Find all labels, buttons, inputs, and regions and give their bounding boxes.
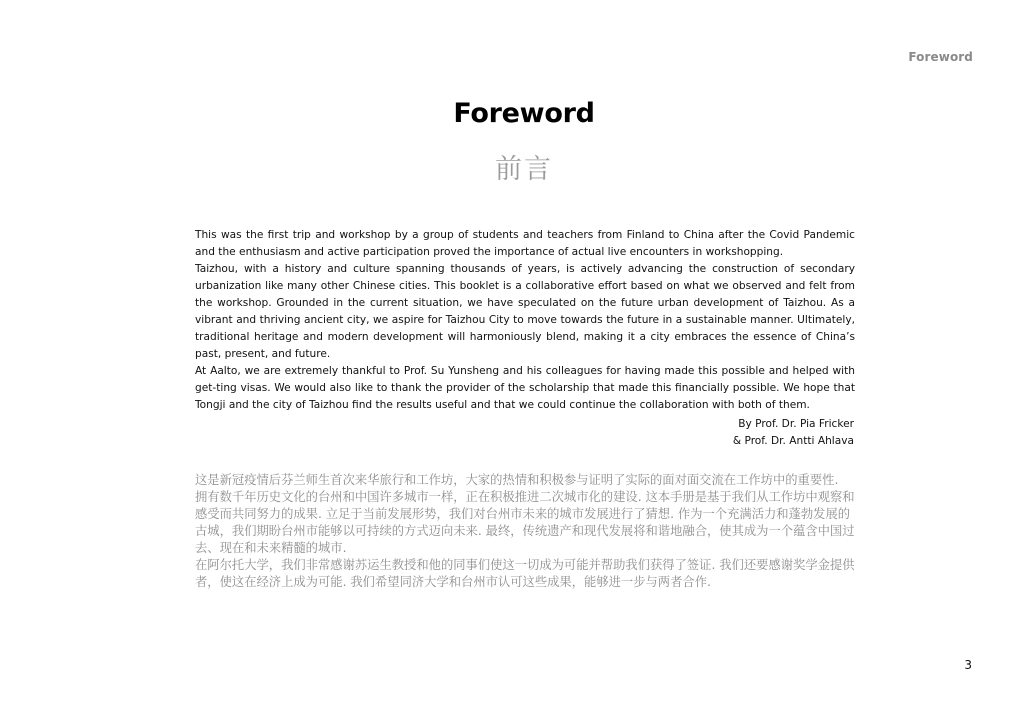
signature-block [733,416,854,450]
chinese-body [195,472,855,591]
english-paragraph-2: Taizhou, with a history and culture spanning thousands of years, is actively advancing the construction of secondary urbanization like many other Chinese cities. This booklet is a collaborative effort based on what we observed and felt from the workshop. Grounded in the current situation, we have speculated on the future urban development of Taizhou. As a vibrant and thriving ancient city, we aspire for Taizhou City to move towards the future in a sustainable manner. Ultimately, traditional heritage and modern development will harmoniously blend, making it a city embraces the essence of China’s past, present, and future. [195,263,855,360]
page-number: 3 [964,658,972,672]
running-header: Foreword [908,50,973,64]
page-subtitle-chinese: 前言 [495,154,553,185]
chinese-paragraph-1: 这是新冠疫情后芬兰师生首次来华旅行和工作坊，大家的热情和积极参与证明了实际的面对面交流在工作坊中的重要性. [195,473,839,487]
chinese-paragraph-2: 拥有数千年历史文化的台州和中国许多城市一样，正在积极推进二次城市化的建设. 这本手册是基于我们从工作坊中观察和感受而共同努力的成果. 立足于当前发展形势，我们对台州市未来的城市发展进行了猜想. 作为一个充满活力和蓬勃发展的古城，我们期盼台州市能够以可持续的方式迈向未来. 最终，传统遗产和现代发展将和谐地融合，使其成为一个蕴含中国过去、现在和未来精髓的城市. [195,490,855,555]
chinese-paragraph-3: 在阿尔托大学，我们非常感谢苏运生教授和他的同事们使这一切成为可能并帮助我们获得了签证. 我们还要感谢奖学金提供者，使这在经济上成为可能. 我们希望同济大学和台州市认可这些成果，能够进一步与两者合作. [195,558,855,589]
english-paragraph-3: At Aalto, we are extremely thankful to Prof. Su Yunsheng and his colleagues for having made this possible and helped with get-ting visas. We would also like to thank the provider of the scholarship that made this financially possible. We hope that Tongji and the city of Taizhou find the results useful and that we could continue the collaboration with both of them. [195,365,855,411]
english-paragraph-1: This was the first trip and workshop by a group of students and teachers from Finland to China after the Covid Pandemic and the enthusiasm and active participation proved the importance of actual live encounters in workshopping. [195,229,855,258]
english-body [195,227,855,414]
signature-line-2: & Prof. Dr. Antti Ahlava [732,435,854,447]
signature-line-1: By Prof. Dr. Pia Fricker [738,418,854,430]
page-title: Foreword [453,98,595,129]
